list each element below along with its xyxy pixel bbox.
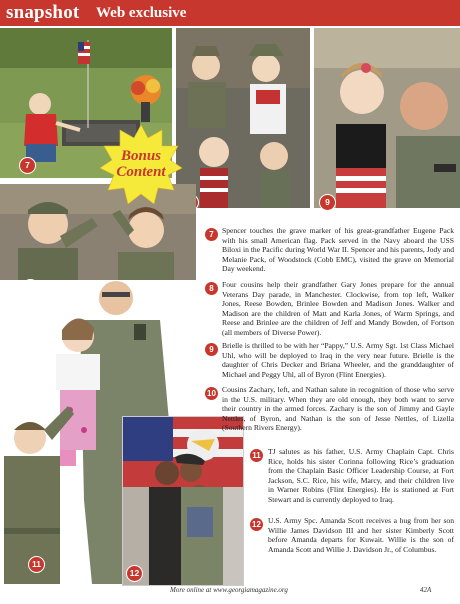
bonus-line-1: Bonus (120, 148, 162, 164)
caption-9-text: Brielle is thrilled to be with her “Pappy,” U.S. Army Sgt. 1st Class Michael Uhl, who will be deployed to Iraq in the very near future. Brielle is the daughter of Chris Decker and Briana Wheeler, and the granddaughter of Michael and Peggy Uhl, all of Byron (Flint Energies). (222, 341, 454, 379)
footer-website: More online at www.georgiamagazine.org (170, 586, 288, 594)
caption-11-badge: 11 (250, 449, 263, 462)
section-subtitle: Web exclusive (96, 5, 187, 21)
caption-11-text: TJ salutes as his father, U.S. Army Chaplain Capt. Chris Rice, holds his sister Corinna following Rice’s graduation from the Chaplain Basic Officer Leadership Course, at Fort Jackson, S.C. Rice, his wife, Marcy, and their children live in Warner Robins (Flint Energies). He is stationed at Fort Stewart and is currently deployed to Iraq. (268, 447, 454, 504)
caption-12-text: U.S. Army Spc. Amanda Scott receives a hug from her son Willie James Davidson III and her sister Kimberly Scott before Amanda departs for Kuwait. Willie is the son of Amanda Scott and Willie J. Davidson Jr., of Columbus. (268, 516, 454, 554)
caption-12-badge: 12 (250, 518, 263, 531)
photo-12-number-badge: 12 (126, 565, 143, 582)
bonus-line-2: Content (116, 164, 166, 180)
photo-11-number-badge: 11 (28, 556, 45, 573)
photo-7-number-badge: 7 (19, 157, 36, 174)
caption-10-text: Cousins Zachary, left, and Nathan salute in recognition of those who serve in the U.S. military. When they are old enough, they both want to serve their country in the armed forces. Zachary is the son of Jimmy and Gayle Nettles, of Byron, and Nathan is the son of Jesse Nettles, of Lizella (Southern Rivers Energy). (222, 385, 454, 433)
photo-9-number-badge: 9 (319, 194, 336, 211)
photo-12 (122, 416, 244, 586)
caption-9-badge: 9 (205, 343, 218, 356)
photo-8 (176, 28, 310, 208)
photo-9 (314, 28, 460, 208)
bonus-content-burst (100, 124, 182, 206)
section-brand: snapshot (6, 2, 80, 23)
caption-10-badge: 10 (205, 387, 218, 400)
header-banner (0, 0, 460, 26)
caption-7-text: Spencer touches the grave marker of his great-grandfather Eugene Pack with his small American flag. Pack served in the Navy aboard the USS Biloxi in the Pacific during World War II. Spencer and his parents, Jody and Melanie Pack, of Woodstock (Cobb EMC), visited the grave on Memorial Day weekend. (222, 226, 454, 274)
caption-7-badge: 7 (205, 228, 218, 241)
caption-8-text: Four cousins help their grandfather Gary Jones prepare for the annual Veterans Day parade, in Manchester. Clockwise, from top left, Walker Jones, Reese Bowden, Brinlee Bowden and Madison Jones. Walker and Madison are the children of Matt and Karla Jones, of Warm Springs, and Reese and Brinlee are the children of Jeff and Mandy Bowden, of Fortson (all members of Diverse Power). (222, 280, 454, 337)
page-number: 42A (420, 586, 432, 594)
caption-8-badge: 8 (205, 282, 218, 295)
